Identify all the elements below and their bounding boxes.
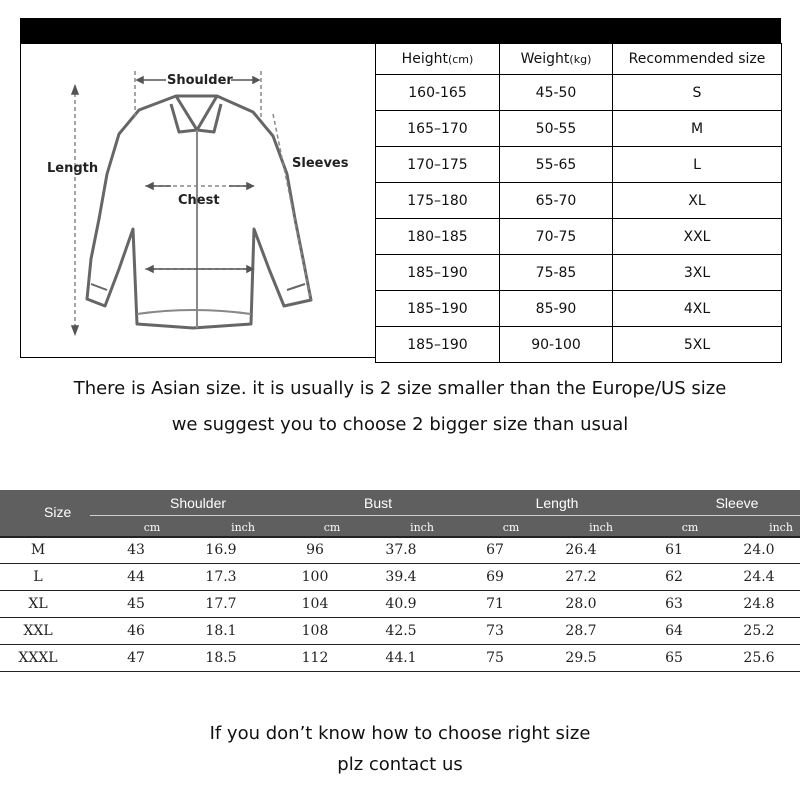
weight-header: Weight(kg) <box>500 44 613 75</box>
size-cell: XXXL <box>18 650 58 666</box>
weight-cell: 65-70 <box>500 183 613 219</box>
sleeve-group-header: Sleeve <box>715 495 759 511</box>
weight-cell: 75-85 <box>500 255 613 291</box>
weight-cell: 90-100 <box>500 327 613 363</box>
chest-label: Chest <box>178 193 220 208</box>
value-cell: 24.8 <box>743 596 775 612</box>
unit-header: inch <box>769 521 793 534</box>
value-cell: 64 <box>665 623 683 639</box>
value-cell: 18.5 <box>205 650 237 666</box>
value-cell: 108 <box>301 623 329 639</box>
value-cell: 73 <box>486 623 504 639</box>
length-label: Length <box>47 161 99 176</box>
size-cell: L <box>613 147 782 183</box>
value-cell: 28.0 <box>565 596 597 612</box>
weight-cell: 45-50 <box>500 75 613 111</box>
value-cell: 29.5 <box>565 650 597 666</box>
value-cell: 47 <box>127 650 145 666</box>
table-row <box>376 219 782 255</box>
value-cell: 25.2 <box>743 623 775 639</box>
unit-header: cm <box>323 521 341 534</box>
height-cell: 175–180 <box>376 183 500 219</box>
value-cell: 69 <box>486 569 504 585</box>
value-cell: 43 <box>127 542 145 558</box>
value-cell: 40.9 <box>385 596 417 612</box>
header-bar <box>20 18 781 43</box>
weight-cell: 70-75 <box>500 219 613 255</box>
value-cell: 65 <box>665 650 683 666</box>
value-cell: 63 <box>665 596 683 612</box>
table-row <box>0 591 800 618</box>
value-cell: 28.7 <box>565 623 597 639</box>
value-cell: 25.6 <box>743 650 775 666</box>
value-cell: 75 <box>486 650 504 666</box>
table-row <box>0 537 800 564</box>
sleeves-label: Sleeves <box>292 156 349 171</box>
value-cell: 44 <box>127 569 145 585</box>
table-row <box>0 564 800 591</box>
size-cell: XXL <box>613 219 782 255</box>
table-row <box>376 255 782 291</box>
value-cell: 42.5 <box>385 623 417 639</box>
unit-header: cm <box>502 521 520 534</box>
value-cell: 18.1 <box>205 623 237 639</box>
table-row <box>376 327 782 363</box>
value-cell: 100 <box>301 569 329 585</box>
unit-header: inch <box>589 521 613 534</box>
value-cell: 39.4 <box>385 569 417 585</box>
footer-line-2: plz contact us <box>337 754 463 775</box>
table-row <box>376 147 782 183</box>
height-cell: 185–190 <box>376 255 500 291</box>
value-cell: 24.4 <box>743 569 775 585</box>
height-cell: 185–190 <box>376 327 500 363</box>
value-cell: 17.3 <box>205 569 237 585</box>
suggestion-note: we suggest you to choose 2 bigger size than usual <box>171 414 629 435</box>
unit-header: inch <box>231 521 255 534</box>
measurement-table-header <box>0 490 800 536</box>
shoulder-label: Shoulder <box>167 73 233 88</box>
shirt-measurement-diagram <box>20 43 375 358</box>
value-cell: 45 <box>127 596 145 612</box>
unit-header: inch <box>410 521 434 534</box>
recommended-size-table <box>375 43 782 363</box>
size-cell: 5XL <box>613 327 782 363</box>
size-cell: XXL <box>23 623 53 639</box>
table-row <box>376 183 782 219</box>
recommended-size-header: Recommended size <box>613 44 782 75</box>
value-cell: 96 <box>306 542 324 558</box>
size-cell: M <box>613 111 782 147</box>
height-cell: 185–190 <box>376 291 500 327</box>
table-header-row <box>376 44 782 75</box>
size-cell: 3XL <box>613 255 782 291</box>
height-cell: 180–185 <box>376 219 500 255</box>
value-cell: 61 <box>665 542 683 558</box>
size-cell: S <box>613 75 782 111</box>
header-divider <box>90 515 800 516</box>
height-cell: 165–170 <box>376 111 500 147</box>
value-cell: 46 <box>127 623 145 639</box>
weight-cell: 85-90 <box>500 291 613 327</box>
value-cell: 71 <box>486 596 504 612</box>
unit-header: cm <box>681 521 699 534</box>
unit-header: cm <box>143 521 161 534</box>
size-cell: 4XL <box>613 291 782 327</box>
table-row <box>0 618 800 645</box>
weight-cell: 50-55 <box>500 111 613 147</box>
value-cell: 27.2 <box>565 569 597 585</box>
value-cell: 17.7 <box>205 596 237 612</box>
asian-size-note: There is Asian size. it is usually is 2 size smaller than the Europe/US size <box>73 378 727 399</box>
height-cell: 160-165 <box>376 75 500 111</box>
value-cell: 62 <box>665 569 683 585</box>
table-row <box>0 645 800 672</box>
value-cell: 24.0 <box>743 542 775 558</box>
weight-cell: 55-65 <box>500 147 613 183</box>
size-cell: L <box>33 569 43 585</box>
value-cell: 37.8 <box>385 542 417 558</box>
size-cell: M <box>30 542 46 558</box>
size-cell: XL <box>613 183 782 219</box>
height-header: Height(cm) <box>376 44 500 75</box>
value-cell: 104 <box>301 596 329 612</box>
shoulder-group-header: Shoulder <box>169 495 227 511</box>
footer-line-1: If you don’t know how to choose right size <box>209 723 591 744</box>
size-cell: XL <box>28 596 48 612</box>
value-cell: 67 <box>486 542 504 558</box>
table-row <box>376 291 782 327</box>
bust-group-header: Bust <box>363 495 393 511</box>
value-cell: 44.1 <box>385 650 417 666</box>
value-cell: 16.9 <box>205 542 237 558</box>
value-cell: 112 <box>301 650 329 666</box>
table-row <box>376 111 782 147</box>
table-row <box>376 75 782 111</box>
value-cell: 26.4 <box>565 542 597 558</box>
size-column-header: Size <box>44 504 72 520</box>
height-cell: 170–175 <box>376 147 500 183</box>
length-group-header: Length <box>535 495 579 511</box>
